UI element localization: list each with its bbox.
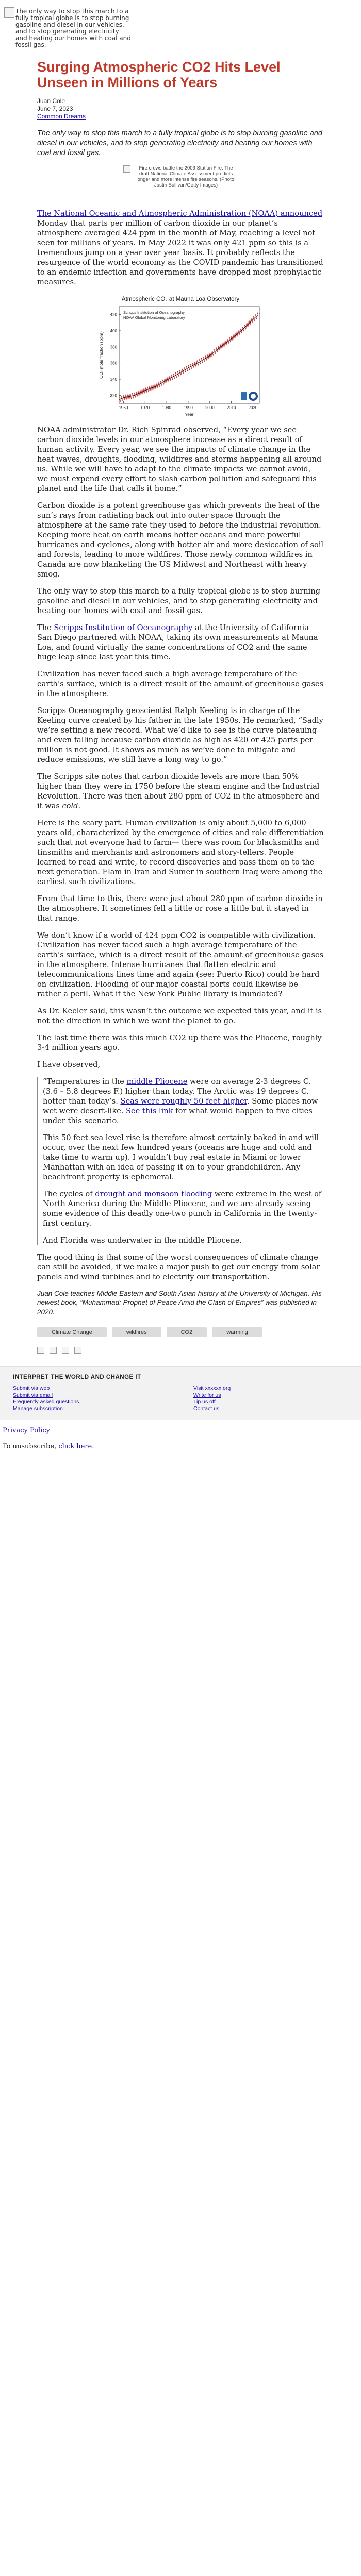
x-tick-label: 1980 xyxy=(162,405,171,410)
paragraph-8-emphasis: cold xyxy=(62,802,78,810)
unsubscribe-end: . xyxy=(92,1443,94,1450)
unsubscribe-text: To unsubscribe, xyxy=(3,1443,59,1450)
faq-link[interactable]: Frequently asked questions xyxy=(13,1399,79,1405)
quote-block xyxy=(37,1077,324,1245)
paragraph-1 xyxy=(37,209,324,287)
paragraph-4: The only way to stop this march to a fully tropical globe is to stop burning gasoline and diesel in our vehicles, and to stop generating electricity and heating our homes with coal and fossil gas. xyxy=(37,587,321,615)
x-tick-label: 1960 xyxy=(119,405,128,410)
tag-list xyxy=(37,1327,264,1337)
x-tick-label: 1990 xyxy=(184,405,193,410)
bottom-links xyxy=(3,1420,358,1450)
broken-image-icon xyxy=(123,165,130,173)
publish-date: June 7, 2023 xyxy=(37,105,73,112)
submit-email-link[interactable]: Submit via email xyxy=(13,1392,53,1398)
see-this-link[interactable]: See this link xyxy=(125,1107,173,1115)
tag-co2[interactable]: CO2 xyxy=(167,1327,207,1337)
contact-us-link[interactable]: Contact us xyxy=(193,1405,220,1412)
co2-data-point xyxy=(231,338,232,340)
paragraph-5-pre: The xyxy=(37,623,54,632)
paragraph-2: NOAA administrator Dr. Rich Spinrad observed, “Every year we see carbon dioxide levels in our atmosphere increase as a direct result of human activity. Every year, we see the impacts of climate change in the heat waves, droughts, flooding, wildfires and storms happening all around us. While we will have to adapt to the climate impacts we cannot avoid, we must expend every effort to slash carbon pollution and safeguard this planet and the life that calls it home.” xyxy=(37,426,322,493)
tag-climate-change[interactable]: Climate Change xyxy=(37,1327,107,1337)
unsubscribe-line xyxy=(3,1443,358,1450)
legend-scripps: Scripps Institution of Oceanography xyxy=(123,310,185,315)
quote-paragraph-3 xyxy=(43,1189,324,1228)
quote-paragraph-1 xyxy=(43,1077,324,1126)
co2-data-point xyxy=(199,362,200,363)
noaa-announcement-link[interactable]: The National Oceanic and Atmospheric Administration (NOAA) announced xyxy=(37,209,323,218)
source-link[interactable]: Common Dreams xyxy=(37,113,86,120)
share-icon-4[interactable] xyxy=(74,1347,81,1354)
article-title: Surging Atmospheric CO2 Hits Level Unseen in Millions of Years xyxy=(37,59,281,90)
newsletter-footer xyxy=(0,1366,361,1420)
quote-1-a: “Temperatures in the xyxy=(43,1077,127,1086)
tip-us-off-link[interactable]: Tip us off xyxy=(193,1399,216,1405)
co2-data-point xyxy=(259,313,260,314)
x-tick-label: 2010 xyxy=(226,405,236,410)
top-spacer xyxy=(0,0,361,3)
scripps-logo-icon xyxy=(241,392,247,400)
x-tick-label: 2020 xyxy=(248,405,258,410)
co2-data-point xyxy=(123,397,124,398)
fire-figure xyxy=(37,165,324,188)
x-tick-label: 1970 xyxy=(140,405,150,410)
y-axis-label: CO₂ mole fraction (ppm) xyxy=(99,331,104,379)
paragraph-13: The last time there was this much CO2 up there was the Pliocene, roughly 3-4 million years ago. xyxy=(37,1033,322,1052)
tag-wildfires[interactable]: wildfires xyxy=(112,1327,161,1337)
paragraph-14: I have observed, xyxy=(37,1060,101,1069)
co2-data-point xyxy=(209,355,210,357)
footer-heading: INTERPRET THE WORLD AND CHANGE IT xyxy=(13,1374,141,1380)
paragraph-5-text: at the University of California San Diego partnered with NOAA, taking its own measurements at Mauna Loa, and found virtually the same concentrations of CO2 and the same huge leap since last year this time. xyxy=(37,623,318,662)
write-for-us-link[interactable]: Write for us xyxy=(193,1392,221,1398)
paragraph-12: As Dr. Keeler said, this wasn’t the outcome we expected this year, and it is not the direction in which we want the planet to go. xyxy=(37,1007,322,1025)
share-icons xyxy=(37,1347,324,1354)
paragraph-1-text: Monday that parts per million of carbon dioxide in our planet’s atmosphere averaged 424 ppm in the month of May, reaching a level not seen for millions of years. In May 2022 it was only 421 ppm so this is a tremendous jump on a year over year basis. It probably reflects the resurgence of the world economy as the COVID pandemic has transitioned to an endemic infection and governments have dropped most prophylactic measures. xyxy=(37,219,323,286)
privacy-policy-link[interactable]: Privacy Policy xyxy=(3,1427,50,1434)
x-tick-label: 2000 xyxy=(205,405,215,410)
x-axis-label: Year xyxy=(185,412,194,417)
co2-data-point xyxy=(242,330,243,331)
scripps-link[interactable]: Scripps Institution of Oceanography xyxy=(54,623,193,632)
co2-data-point xyxy=(155,386,156,387)
co2-data-point xyxy=(188,367,189,368)
quote-1-b: were on average 2-3 degrees C. (3.6 – 5.8 degrees F.) higher than today. The Arctic was 19 degrees C. hotter than today’s. xyxy=(43,1077,311,1106)
paragraph-9: Here is the scary part. Human civilization is only about 5,000 to 6,000 years old, characterized by the emergence of cities and role differentiation such that not everyone had to farm— there was room for blacksmiths and tinsmiths and merchants and astronomers and story-tellers. People learned to read and write, to record discoveries and pass them on to the next generation. Elam in Iran and Sumer in southern Iraq were among the earliest such civilizations. xyxy=(37,819,324,886)
y-tick-label: 360 xyxy=(110,361,117,366)
noaa-logo-inner-icon xyxy=(251,394,256,399)
byline xyxy=(37,97,324,121)
unsubscribe-link[interactable]: click here xyxy=(58,1443,92,1450)
footer-links-left xyxy=(13,1385,168,1412)
broken-image-icon xyxy=(4,7,14,18)
hero-image-alt-text: The only way to stop this march to a fully tropical globe is to stop burning gasoline and diesel in our vehicles, and to stop generating electricity and heating our homes with coal and fossil gas. xyxy=(15,8,131,48)
fire-figure-caption: Fire crews battle the 2009 Station Fire. The draft National Climate Assessment predicts longer and more intense fire seasons. (Photo: Justin Sullivan/Getty Images) xyxy=(136,165,236,188)
co2-data-point xyxy=(220,346,221,347)
hero-image xyxy=(0,7,134,56)
paragraph-6: Civilization has never faced such a high average temperature of the earth’s surface, which is a direct result of the amount of greenhouse gases in the atmosphere. xyxy=(37,670,324,698)
co2-data-point xyxy=(144,390,145,391)
legend-noaa: NOAA Global Monitoring Laboratory xyxy=(123,315,185,320)
quote-paragraph-4: And Florida was underwater in the middle Pliocene. xyxy=(43,1236,242,1245)
paragraph-15: The good thing is that some of the worst consequences of climate change can still be avoided, if we make a major push to get our energy from solar panels and wind turbines and to electrify our transportation. xyxy=(37,1253,320,1281)
y-tick-label: 400 xyxy=(110,329,117,333)
chart-title: Atmospheric CO₂ at Mauna Loa Observatory xyxy=(121,296,240,302)
author-name: Juan Cole xyxy=(37,97,65,105)
drought-flooding-link[interactable]: drought and monsoon flooding xyxy=(95,1190,212,1198)
paragraph-8-text: The Scripps site notes that carbon dioxide levels are more than 50% higher than they were in 1750 before the steam engine and the Industrial Revolution. There was then about 280 ppm of CO2 in the atmosphere and it was xyxy=(37,772,320,810)
paragraph-10: From that time to this, there were just about 280 ppm of carbon dioxide in the atmosphere. It sometimes fell a little or rose a little but it stayed in that range. xyxy=(37,894,323,923)
y-tick-label: 420 xyxy=(110,312,117,317)
y-tick-label: 320 xyxy=(110,393,117,398)
quote-3-b: were extreme in the west of North America during the Middle Pliocene, and we are already seeing some evidence of this deadly one-two punch in California in the twenty-first century. xyxy=(43,1190,322,1228)
article-lede: The only way to stop this march to a fully tropical globe is to stop burning gasoline and diesel in our vehicles, and to stop generating electricity and heating our homes with coal and fossil gas. xyxy=(37,129,322,157)
author-bio: Juan Cole teaches Middle Eastern and South Asian history at the University of Michigan. His newest book, “Muhammad: Prophet of Peace Amid the Clash of Empires” was published in 2020. xyxy=(37,1290,322,1316)
quote-3-a: The cycles of xyxy=(43,1190,95,1198)
co2-data-point xyxy=(166,380,167,381)
paragraph-8-end: . xyxy=(78,802,81,810)
article xyxy=(37,59,324,1354)
visit-site-link[interactable]: Visit xxxxxx.org xyxy=(193,1385,231,1392)
share-icon-1[interactable] xyxy=(37,1347,44,1354)
quote-1-d: for what would happen to five cities under this scenario. xyxy=(43,1107,313,1125)
quote-1-c: . Some places now wet were desert-like. xyxy=(43,1097,318,1115)
tag-warming[interactable]: warming xyxy=(212,1327,262,1337)
paragraph-3: Carbon dioxide is a potent greenhouse gas which prevents the heat of the sun’s rays from radiating back out into outer space through the atmosphere at the same rate they used to before the industrial revolution. Keeping more heat on earth means hotter oceans and more powerful hurricanes and cyclones, along with hotter air and more desiccation of soil and forests, leading to more wildfires. Those newly common wildfires in Canada are now blanketing the US Midwest and Northeast with heavy smog. xyxy=(37,501,324,579)
co2-data-point xyxy=(177,374,178,375)
quote-paragraph-2: This 50 feet sea level rise is therefore almost certainly baked in and will occur, over the next few hundred years (oceans are huge and cold and take time to warm up). I wouldn’t buy real estate in Miami or lower Manhattan with an idea of passing it on to your grandchildren. Any beachfront property is ephemeral. xyxy=(43,1133,319,1181)
submit-web-link[interactable]: Submit via web xyxy=(13,1385,50,1392)
footer-links-right xyxy=(193,1385,348,1412)
paragraph-8 xyxy=(37,772,324,811)
paragraph-11: We don’t know if a world of 424 ppm CO2 is compatible with civilization. Civilization has never faced such a high average temperature of the earth’s surface, which is a direct result of the amount of greenhouse gases in the atmosphere. Intense hurricanes that flatten electric and telecommunications lines time and again (see: Puerto Rico) could be hard on civilization. Flooding of our major coastal ports could likewise be rather a peril. What if the New York Public library is inundated? xyxy=(37,931,324,998)
paragraph-7: Scripps Oceanography geoscientist Ralph Keeling is in charge of the Keeling curve created by his father in the late 1950s. He remarked, “Sadly we’re setting a new record. What we’d like to see is the curve plateauing and even falling because carbon dioxide as high as 420 or 425 parts per million is not good. It shows as much as we’ve done to mitigate and reduce emissions, we still have a long way to go.” xyxy=(37,706,323,764)
y-tick-label: 380 xyxy=(110,345,117,350)
y-tick-label: 340 xyxy=(110,377,117,382)
co2-data-point xyxy=(134,395,135,396)
manage-subscription-link[interactable]: Manage subscription xyxy=(13,1405,63,1412)
co2-chart-svg xyxy=(95,294,266,418)
co2-chart xyxy=(37,294,324,418)
paragraph-5 xyxy=(37,623,324,662)
co2-data-point xyxy=(253,319,254,320)
middle-pliocene-link[interactable]: middle Pliocene xyxy=(126,1077,188,1086)
co2-data-point xyxy=(119,399,120,400)
share-icon-3[interactable] xyxy=(62,1347,69,1354)
share-icon-2[interactable] xyxy=(50,1347,57,1354)
seas-higher-link[interactable]: Seas were roughly 50 feet higher xyxy=(120,1097,248,1106)
